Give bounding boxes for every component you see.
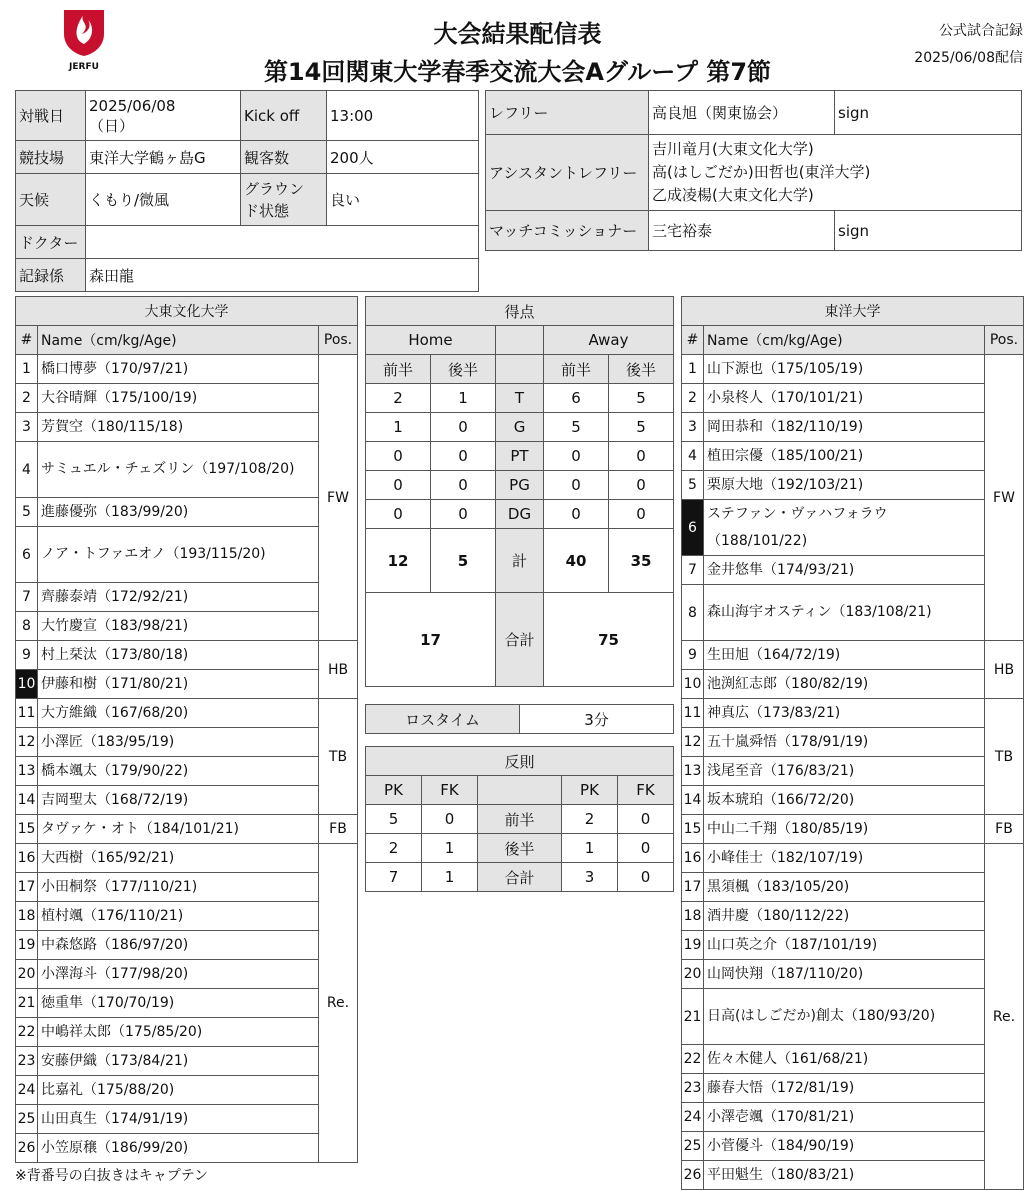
player-row xyxy=(682,471,1024,500)
player-row xyxy=(682,902,1024,931)
player-row xyxy=(682,873,1024,902)
player-name: 平田魁生（180/83/21) xyxy=(704,1161,985,1190)
player-number: 2 xyxy=(16,384,38,413)
player-row xyxy=(682,384,1024,413)
player-row xyxy=(682,960,1024,989)
total-label: 合計 xyxy=(496,593,544,687)
player-row xyxy=(682,641,1024,670)
position-fw: FW xyxy=(319,355,358,641)
player-row xyxy=(16,527,358,583)
player-number: 24 xyxy=(16,1076,38,1105)
kickoff-label: Kick off xyxy=(241,91,327,141)
player-row xyxy=(16,1047,358,1076)
player-name: 吉岡聖太（168/72/19) xyxy=(38,786,319,815)
player-row xyxy=(16,1076,358,1105)
player-number: 8 xyxy=(682,585,704,641)
subtotal-label: 計 xyxy=(496,529,544,593)
player-number: 3 xyxy=(16,413,38,442)
player-row xyxy=(682,585,1024,641)
player-number: 19 xyxy=(16,931,38,960)
home-second-half-score: 5 xyxy=(431,529,496,593)
position-fb: FB xyxy=(319,815,358,844)
date-label: 対戦日 xyxy=(16,91,86,141)
player-name: 小菅優斗（184/90/19) xyxy=(704,1132,985,1161)
player-name: 進藤優弥（183/99/20) xyxy=(38,498,319,527)
player-row xyxy=(682,1132,1024,1161)
position-tb: TB xyxy=(319,699,358,815)
player-number: 22 xyxy=(682,1045,704,1074)
player-row xyxy=(682,989,1024,1045)
player-row xyxy=(682,786,1024,815)
player-number: 1 xyxy=(16,355,38,384)
player-name: 中森悠路（186/97/20) xyxy=(38,931,319,960)
player-name: 小笠原穣（186/99/20) xyxy=(38,1134,319,1163)
page-subtitle: 第14回関東大学春季交流大会Aグループ 第7節 xyxy=(263,58,772,86)
player-number: 12 xyxy=(682,728,704,757)
player-number: 3 xyxy=(682,413,704,442)
losstime-table xyxy=(365,704,674,734)
player-row xyxy=(16,583,358,612)
player-name: 徳重隼（170/70/19) xyxy=(38,989,319,1018)
player-number: 20 xyxy=(16,960,38,989)
player-name: 池渕紅志郎（180/82/19) xyxy=(704,670,985,699)
losstime-label: ロスタイム xyxy=(366,705,520,734)
player-number: 6 xyxy=(682,500,704,556)
player-name: 小田桐祭（177/110/21) xyxy=(38,873,319,902)
player-number: 25 xyxy=(16,1105,38,1134)
player-name: 小澤海斗（177/98/20) xyxy=(38,960,319,989)
player-name: 大西樹（165/92/21) xyxy=(38,844,319,873)
score-blank xyxy=(496,326,544,355)
away-roster xyxy=(681,296,1024,1190)
player-name: 橋本颯太（179/90/22) xyxy=(38,757,319,786)
player-row xyxy=(682,844,1024,873)
player-row xyxy=(682,728,1024,757)
player-row xyxy=(682,699,1024,728)
player-number: 4 xyxy=(682,442,704,471)
player-name: 浅尾至音（176/83/21) xyxy=(704,757,985,786)
venue-label: 競技場 xyxy=(16,141,86,174)
referee: 高良旭（関東協会） xyxy=(649,91,835,135)
player-number: 9 xyxy=(682,641,704,670)
player-name: 黒須楓（183/105/20) xyxy=(704,873,985,902)
player-number: 21 xyxy=(682,989,704,1045)
player-name: 山口英之介（187/101/19) xyxy=(704,931,985,960)
logo-text: JERFU xyxy=(69,62,99,72)
player-number: 11 xyxy=(682,699,704,728)
home-team-name: 大東文化大学 xyxy=(16,297,358,326)
score-row-dg: 0 0 DG 0 0 xyxy=(366,500,674,529)
player-row xyxy=(682,556,1024,585)
player-row xyxy=(16,1134,358,1163)
player-number: 10 xyxy=(16,670,38,699)
player-row xyxy=(16,931,358,960)
penalty-row-first: 5 0 前半 2 0 xyxy=(366,805,674,834)
player-row xyxy=(682,413,1024,442)
player-name: 山田真生（174/91/19) xyxy=(38,1105,319,1134)
player-number: 7 xyxy=(16,583,38,612)
score-row-pt: 0 0 PT 0 0 xyxy=(366,442,674,471)
player-row xyxy=(16,670,358,699)
position-hb: HB xyxy=(319,641,358,699)
home-fk-header: FK xyxy=(422,776,478,805)
player-row xyxy=(16,902,358,931)
player-name: 小峰佳士（182/107/19) xyxy=(704,844,985,873)
ar-label: アシスタントレフリー xyxy=(486,135,649,211)
ar-2: 高(はしごだか)田哲也(東洋大学) xyxy=(652,163,871,181)
home-total-score: 17 xyxy=(366,593,496,687)
player-number: 18 xyxy=(16,902,38,931)
player-number: 13 xyxy=(682,757,704,786)
score-title: 得点 xyxy=(366,297,674,326)
player-row xyxy=(682,670,1024,699)
penalty-title: 反則 xyxy=(366,747,674,776)
player-number: 10 xyxy=(682,670,704,699)
player-name: 植田宗優（185/100/21) xyxy=(704,442,985,471)
weather: くもり/微風 xyxy=(86,174,241,226)
player-row xyxy=(682,355,1024,384)
player-row xyxy=(16,498,358,527)
player-row xyxy=(682,1103,1024,1132)
col-name: Name（cm/kg/Age) xyxy=(704,326,985,355)
player-name: 大方維織（167/68/20) xyxy=(38,699,319,728)
player-name: 小澤壱颯（170/81/21) xyxy=(704,1103,985,1132)
player-row xyxy=(16,612,358,641)
recorder-label: 記録係 xyxy=(16,259,86,292)
home-first-half-score: 12 xyxy=(366,529,431,593)
away-second-half-score: 35 xyxy=(609,529,674,593)
player-name: 金井悠隼（174/93/21) xyxy=(704,556,985,585)
player-name: 大谷晴輝（175/100/19) xyxy=(38,384,319,413)
position-hb: HB xyxy=(985,641,1024,699)
player-row xyxy=(16,355,358,384)
attendance: 200人 xyxy=(327,141,479,174)
player-name: 中嶋祥太郎（175/85/20) xyxy=(38,1018,319,1047)
player-number: 17 xyxy=(682,873,704,902)
player-number: 19 xyxy=(682,931,704,960)
away-first-half-header: 前半 xyxy=(544,355,609,384)
player-name: 小澤匠（183/95/19) xyxy=(38,728,319,757)
ar-1: 吉川竜月(大東文化大学) xyxy=(652,140,814,158)
away-second-half-header: 後半 xyxy=(609,355,674,384)
match-date: 2025/06/08 （日） xyxy=(86,91,241,141)
player-row xyxy=(16,757,358,786)
player-number: 23 xyxy=(682,1074,704,1103)
record-type: 公式試合記録 xyxy=(939,23,1023,39)
player-number: 5 xyxy=(16,498,38,527)
player-name: 橋口博夢（170/97/21) xyxy=(38,355,319,384)
referee-label: レフリー xyxy=(486,91,649,135)
player-number: 9 xyxy=(16,641,38,670)
player-number: 18 xyxy=(682,902,704,931)
player-number: 26 xyxy=(16,1134,38,1163)
captain-note: ※背番号の白抜きはキャプテン xyxy=(15,1168,209,1184)
player-number: 23 xyxy=(16,1047,38,1076)
player-number: 15 xyxy=(16,815,38,844)
player-name: 安藤伊織（173/84/21) xyxy=(38,1047,319,1076)
player-row xyxy=(16,641,358,670)
player-name: 芳賀空（180/115/18) xyxy=(38,413,319,442)
away-first-half-score: 40 xyxy=(544,529,609,593)
player-name: 五十嵐舜悟（178/91/19) xyxy=(704,728,985,757)
kickoff-time: 13:00 xyxy=(327,91,479,141)
player-row xyxy=(16,728,358,757)
position-re: Re. xyxy=(985,844,1024,1190)
player-row xyxy=(16,442,358,498)
player-name: 伊藤和樹（171/80/21) xyxy=(38,670,319,699)
home-roster xyxy=(15,296,358,1163)
player-row xyxy=(682,500,1024,556)
score-total-row xyxy=(366,593,674,687)
player-number: 12 xyxy=(16,728,38,757)
player-row xyxy=(16,873,358,902)
weather-label: 天候 xyxy=(16,174,86,226)
commissioner-sign: sign xyxy=(835,211,1022,251)
doctor xyxy=(86,226,479,259)
player-number: 24 xyxy=(682,1103,704,1132)
player-name: 中山二千翔（180/85/19) xyxy=(704,815,985,844)
player-number: 22 xyxy=(16,1018,38,1047)
score-away-header: Away xyxy=(544,326,674,355)
player-name: 村上栞汰（173/80/18) xyxy=(38,641,319,670)
player-name: 生田旭（164/72/19) xyxy=(704,641,985,670)
col-pos: Pos. xyxy=(319,326,358,355)
col-num: # xyxy=(16,326,38,355)
player-name: 植村颯（176/110/21) xyxy=(38,902,319,931)
referee-sign: sign xyxy=(835,91,1022,135)
player-row xyxy=(16,844,358,873)
player-row xyxy=(682,757,1024,786)
ground-condition: 良い xyxy=(327,174,479,226)
player-number: 2 xyxy=(682,384,704,413)
home-first-half-header: 前半 xyxy=(366,355,431,384)
page-title: 大会結果配信表 xyxy=(433,20,602,48)
col-num: # xyxy=(682,326,704,355)
score-home-header: Home xyxy=(366,326,496,355)
attendance-label: 観客数 xyxy=(241,141,327,174)
penalty-blank xyxy=(478,776,562,805)
home-pk-header: PK xyxy=(366,776,422,805)
player-name: 齊藤泰靖（172/92/21) xyxy=(38,583,319,612)
away-team-name: 東洋大学 xyxy=(682,297,1024,326)
away-pk-header: PK xyxy=(562,776,618,805)
player-number: 25 xyxy=(682,1132,704,1161)
officials-table xyxy=(485,90,1022,251)
ar-3: 乙成凌楊(大東文化大学) xyxy=(652,186,814,204)
venue: 東洋大学鶴ヶ島G xyxy=(86,141,241,174)
player-row xyxy=(682,931,1024,960)
player-number: 6 xyxy=(16,527,38,583)
score-subtotal-row xyxy=(366,529,674,593)
player-row xyxy=(682,1045,1024,1074)
player-row xyxy=(16,1018,358,1047)
player-number: 26 xyxy=(682,1161,704,1190)
assistant-referees xyxy=(649,135,1022,211)
match-info-table xyxy=(15,90,479,292)
player-number: 14 xyxy=(682,786,704,815)
position-re: Re. xyxy=(319,844,358,1163)
player-name: 神真広（173/83/21) xyxy=(704,699,985,728)
player-name: 山下源也（175/105/19) xyxy=(704,355,985,384)
losstime-value: 3分 xyxy=(520,705,674,734)
away-total-score: 75 xyxy=(544,593,674,687)
player-row xyxy=(16,989,358,1018)
score-table xyxy=(365,296,674,687)
player-number: 20 xyxy=(682,960,704,989)
player-row xyxy=(682,815,1024,844)
position-fw: FW xyxy=(985,355,1024,641)
ground-label: グラウン ド状態 xyxy=(241,174,327,226)
penalty-table xyxy=(365,746,674,892)
player-row xyxy=(16,960,358,989)
position-tb: TB xyxy=(985,699,1024,815)
player-number: 1 xyxy=(682,355,704,384)
player-number: 13 xyxy=(16,757,38,786)
player-number: 14 xyxy=(16,786,38,815)
away-fk-header: FK xyxy=(618,776,674,805)
player-row xyxy=(16,1105,358,1134)
player-row xyxy=(682,442,1024,471)
player-name: 栗原大地（192/103/21) xyxy=(704,471,985,500)
player-number: 16 xyxy=(16,844,38,873)
player-name: 比嘉礼（175/88/20) xyxy=(38,1076,319,1105)
player-number: 4 xyxy=(16,442,38,498)
player-row xyxy=(16,413,358,442)
player-name: 佐々木健人（161/68/21) xyxy=(704,1045,985,1074)
score-row-pg: 0 0 PG 0 0 xyxy=(366,471,674,500)
published-date: 2025/06/08配信 xyxy=(914,50,1023,66)
player-name: 坂本琥珀（166/72/20) xyxy=(704,786,985,815)
player-name: 酒井慶（180/112/22) xyxy=(704,902,985,931)
player-name: サミュエル・チェズリン（197/108/20) xyxy=(38,442,319,498)
score-row-t: 2 1 T 6 5 xyxy=(366,384,674,413)
player-number: 11 xyxy=(16,699,38,728)
score-blank xyxy=(496,355,544,384)
player-name: 日高(はしごだか)創太（180/93/20) xyxy=(704,989,985,1045)
player-number: 8 xyxy=(16,612,38,641)
position-fb: FB xyxy=(985,815,1024,844)
player-name: ステファン・ヴァハフォラウ（188/101/22) xyxy=(704,500,985,556)
col-name: Name（cm/kg/Age) xyxy=(38,326,319,355)
player-row xyxy=(16,699,358,728)
col-pos: Pos. xyxy=(985,326,1024,355)
doctor-label: ドクター xyxy=(16,226,86,259)
commissioner-label: マッチコミッショナー xyxy=(486,211,649,251)
player-number: 5 xyxy=(682,471,704,500)
player-row xyxy=(16,384,358,413)
player-row xyxy=(16,815,358,844)
player-row xyxy=(682,1074,1024,1103)
penalty-row-second: 2 1 後半 1 0 xyxy=(366,834,674,863)
player-number: 15 xyxy=(682,815,704,844)
player-name: 小泉柊人（170/101/21) xyxy=(704,384,985,413)
player-row xyxy=(682,1161,1024,1190)
score-row-g: 1 0 G 5 5 xyxy=(366,413,674,442)
player-number: 7 xyxy=(682,556,704,585)
player-name: ノア・トファエオノ（193/115/20) xyxy=(38,527,319,583)
player-number: 16 xyxy=(682,844,704,873)
player-name: 藤春大悟（172/81/19) xyxy=(704,1074,985,1103)
player-name: 山岡快翔（187/110/20) xyxy=(704,960,985,989)
commissioner: 三宅裕泰 xyxy=(649,211,835,251)
player-name: タヴァケ・オト（184/101/21) xyxy=(38,815,319,844)
player-name: 大竹慶宣（183/98/21) xyxy=(38,612,319,641)
player-name: 森山海宇オスティン（183/108/21) xyxy=(704,585,985,641)
recorder: 森田龍 xyxy=(86,259,479,292)
player-number: 17 xyxy=(16,873,38,902)
player-number: 21 xyxy=(16,989,38,1018)
home-second-half-header: 後半 xyxy=(431,355,496,384)
penalty-row-total: 7 1 合計 3 0 xyxy=(366,863,674,892)
player-row xyxy=(16,786,358,815)
player-name: 岡田恭和（182/110/19) xyxy=(704,413,985,442)
